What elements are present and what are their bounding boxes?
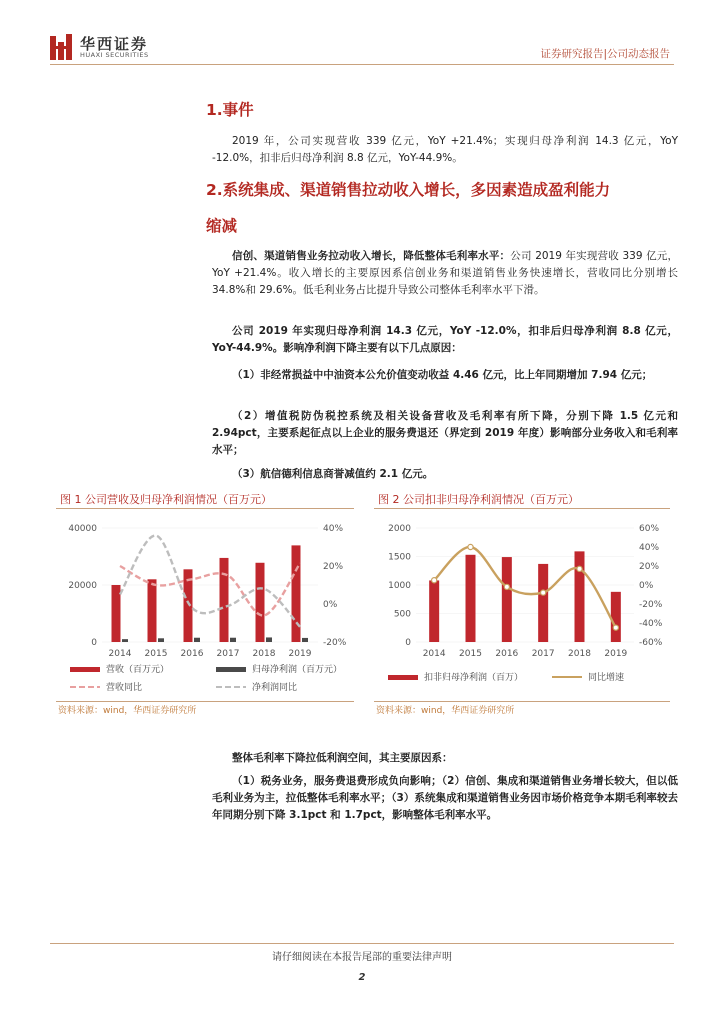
logo-icon bbox=[50, 34, 72, 60]
y-left-tick-label: 500 bbox=[393, 609, 411, 620]
figure-2-bottom-rule bbox=[374, 701, 670, 702]
figure-1-title: 图 1 公司营收及归母净利润情况（百万元） bbox=[60, 493, 272, 506]
x-tick-label: 2019 bbox=[288, 649, 312, 659]
legend-label: 扣非归母净利润（百万） bbox=[424, 673, 524, 683]
x-tick-label: 2017 bbox=[531, 649, 555, 659]
data-point bbox=[541, 590, 546, 595]
section-2-paragraph-1 bbox=[212, 248, 678, 299]
bar bbox=[502, 557, 512, 642]
y-left-tick-label: 20000 bbox=[68, 581, 97, 591]
bar bbox=[122, 639, 128, 642]
y-right-tick-label: 0% bbox=[639, 581, 654, 591]
figure-1-bottom-rule bbox=[56, 701, 354, 702]
y-right-tick-label: 20% bbox=[323, 562, 344, 572]
series-line bbox=[120, 563, 300, 615]
x-tick-label: 2018 bbox=[568, 649, 591, 659]
logo-text: 华西证券 bbox=[80, 35, 149, 53]
bar bbox=[538, 564, 548, 642]
figure-1-top-rule bbox=[56, 508, 354, 509]
x-tick-label: 2014 bbox=[422, 649, 446, 659]
bar bbox=[158, 638, 164, 642]
section-2-paragraph-5: （3）航信德利信息商誉减值约 2.1 亿元。 bbox=[232, 468, 434, 480]
bar bbox=[302, 638, 308, 642]
y-right-tick-label: 40% bbox=[323, 524, 344, 534]
bar bbox=[266, 637, 272, 642]
data-point bbox=[504, 584, 509, 589]
y-left-tick-label: 1500 bbox=[388, 552, 411, 563]
footer-legal-note: 请仔细阅读在本报告尾部的重要法律声明 bbox=[272, 952, 452, 963]
bar bbox=[194, 638, 200, 642]
y-right-tick-label: -40% bbox=[639, 619, 663, 629]
y-left-tick-label: 2000 bbox=[388, 524, 411, 534]
header-divider bbox=[50, 64, 674, 65]
section-3-paragraph-2: （1）税务业务，服务费退费形成负向影响；（2）信创、集成和渠道销售业务增长较大，但以低毛利业务为主，拉低整体毛利率水平；（3）系统集成和渠道销售业务因市场价格竞争本期毛利率较去年同期分别下降 3.1pct 和 1.7pct，影响整体毛利率水平。 bbox=[212, 775, 678, 821]
y-right-tick-label: -60% bbox=[639, 638, 663, 648]
y-right-tick-label: 60% bbox=[639, 524, 660, 534]
bar bbox=[148, 579, 157, 642]
x-tick-label: 2017 bbox=[216, 649, 240, 659]
x-tick-label: 2016 bbox=[180, 649, 204, 659]
x-tick-label: 2015 bbox=[144, 649, 168, 659]
series-line bbox=[434, 547, 616, 628]
bar bbox=[230, 638, 236, 642]
y-left-tick-label: 40000 bbox=[68, 524, 97, 534]
figure-2-chart bbox=[374, 512, 670, 698]
data-point bbox=[432, 578, 437, 583]
y-right-tick-label: 40% bbox=[639, 543, 660, 553]
x-tick-label: 2015 bbox=[459, 649, 482, 659]
y-left-tick-label: 1000 bbox=[388, 581, 411, 591]
bar bbox=[611, 592, 621, 642]
figure-1-chart bbox=[56, 512, 354, 698]
y-right-tick-label: -20% bbox=[323, 638, 347, 648]
data-point bbox=[577, 566, 582, 571]
bar bbox=[466, 555, 476, 642]
x-tick-label: 2014 bbox=[108, 649, 132, 659]
y-right-tick-label: 0% bbox=[323, 600, 338, 610]
logo-subtext: HUAXI SECURITIES bbox=[80, 51, 149, 59]
section-2-title-cont: 缩减 bbox=[206, 217, 238, 235]
section-1-body: 2019 年，公司实现营收 339 亿元，YoY +21.4%；实现归母净利润 14.3 亿元，YoY -12.0%，扣非后归母净利润 8.8 亿元，YoY-44.9%。 bbox=[212, 135, 678, 164]
y-left-tick-label: 0 bbox=[405, 638, 411, 648]
bar bbox=[256, 563, 265, 642]
y-right-tick-label: -20% bbox=[639, 600, 663, 610]
bar bbox=[112, 585, 121, 642]
bar bbox=[220, 558, 229, 642]
page-number: 2 bbox=[358, 972, 366, 983]
y-right-tick-label: 20% bbox=[639, 562, 660, 572]
legend-label: 营收同比 bbox=[106, 683, 143, 693]
section-3-paragraph-1: 整体毛利率下降拉低利润空间，其主要原因系： bbox=[232, 752, 453, 764]
report-type-label: 证券研究报告|公司动态报告 bbox=[540, 48, 670, 60]
figure-2-source: 资料来源：wind，华西证券研究所 bbox=[376, 706, 515, 716]
y-left-tick-label: 0 bbox=[91, 638, 97, 648]
x-tick-label: 2016 bbox=[495, 649, 519, 659]
section-2-paragraph-3: （1）非经常损益中中油资本公允价值变动收益 4.46 亿元，比上年同期增加 7.94 亿元； bbox=[232, 369, 653, 381]
figure-2-top-rule bbox=[374, 508, 670, 509]
paragraph-rest: 公司 2019 年实现营收 339 亿元，YoY +21.4%。收入增长的主要原因系信创业务和渠道销售业务快速增长，营收同比分别增长 34.8%和 29.6%。低毛利业务占比提升导致公司整体毛利率水平下滑。 bbox=[212, 250, 678, 296]
footer-divider bbox=[50, 943, 674, 944]
legend-swatch bbox=[388, 675, 418, 680]
section-1-title: 1.事件 bbox=[206, 101, 254, 119]
x-tick-label: 2019 bbox=[604, 649, 628, 659]
paragraph-lead: 信创、渠道销售业务拉动收入增长，降低整体毛利率水平： bbox=[232, 250, 511, 262]
legend-label: 同比增速 bbox=[588, 673, 625, 683]
section-2-title: 2.系统集成、渠道销售拉动收入增长，多因素造成盈利能力 bbox=[206, 181, 611, 199]
legend-swatch bbox=[70, 667, 100, 672]
section-2-paragraph-4: （2）增值税防伪税控系统及相关设备营收及毛利率有所下降，分别下降 1.5 亿元和 2.94pct，主要系起征点以上企业的服务费退还（界定到 2019 年度）影响部分业务收入和毛利率水平； bbox=[212, 410, 678, 456]
bar bbox=[575, 551, 585, 642]
data-point bbox=[613, 625, 618, 630]
legend-label: 营收（百万元） bbox=[106, 665, 170, 675]
figure-2-title: 图 2 公司扣非归母净利润情况（百万元） bbox=[378, 493, 579, 506]
section-2-paragraph-2: 公司 2019 年实现归母净利润 14.3 亿元，YoY -12.0%，扣非后归母净利润 8.8 亿元，YoY-44.9%。影响净利润下降主要有以下几点原因： bbox=[212, 325, 678, 354]
legend-label: 归母净利润（百万元） bbox=[252, 665, 343, 675]
data-point bbox=[468, 544, 473, 549]
x-tick-label: 2018 bbox=[252, 649, 276, 659]
legend-label: 净利润同比 bbox=[252, 683, 298, 693]
legend-swatch bbox=[216, 667, 246, 672]
bar bbox=[429, 580, 439, 642]
figure-1-source: 资料来源：wind，华西证券研究所 bbox=[58, 706, 197, 716]
